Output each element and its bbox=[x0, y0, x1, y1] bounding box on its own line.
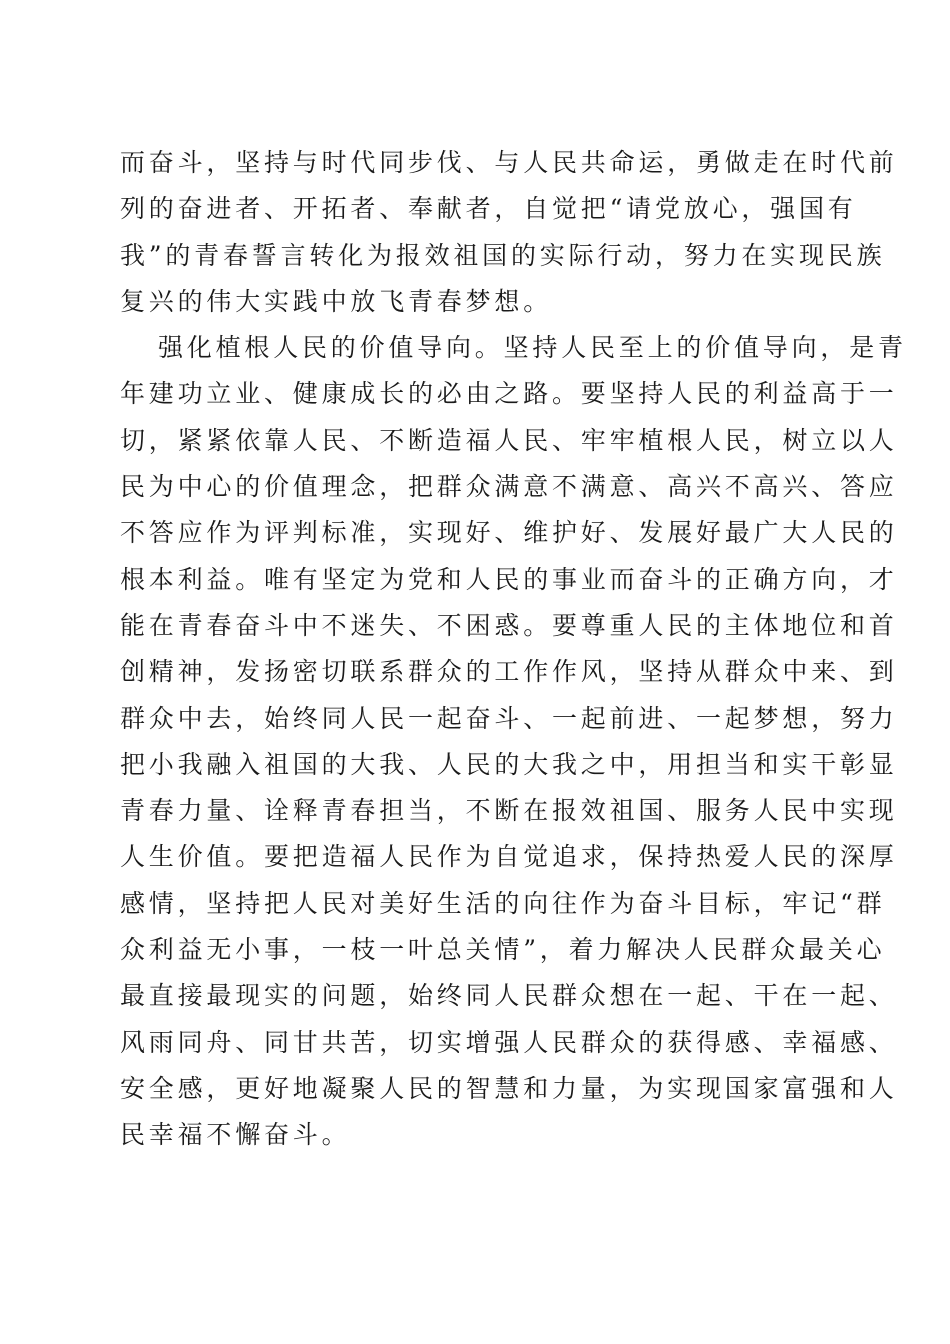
text-line: 而奋斗，坚持与时代同步伐、与人民共命运，勇做走在时代前 bbox=[120, 148, 898, 177]
text-line: 列的奋进者、开拓者、奉献者，自觉把“请党放心，强国有 bbox=[120, 194, 857, 224]
text-line: 感情，坚持把人民对美好生活的向往作为奋斗目标，牢记“群 bbox=[120, 888, 886, 918]
text-line: 切，紧紧依靠人民、不断造福人民、牢牢植根人民，树立以人 bbox=[120, 425, 898, 455]
text-line: 最直接最现实的问题，始终同人民群众想在一起、干在一起、 bbox=[120, 981, 898, 1011]
text-line: 把小我融入祖国的大我、人民的大我之中，用担当和实干彰显 bbox=[120, 749, 898, 779]
text-line: 复兴的伟大实践中放飞青春梦想。 bbox=[120, 286, 553, 316]
text-line: 民为中心的价值理念，把群众满意不满意、高兴不高兴、答应 bbox=[120, 472, 898, 502]
text-line: 众利益无小事，一枝一叶总关情”，着力解决人民群众最关心 bbox=[120, 935, 886, 965]
text-line: 安全感，更好地凝聚人民的智慧和力量，为实现国家富强和人 bbox=[120, 1073, 898, 1103]
body-text bbox=[120, 140, 907, 1159]
text-line: 青春力量、诠释青春担当，不断在报效祖国、服务人民中实现 bbox=[120, 796, 898, 826]
text-line: 不答应作为评判标准，实现好、维护好、发展好最广大人民的 bbox=[120, 518, 898, 548]
text-line: 人生价值。要把造福人民作为自觉追求，保持热爱人民的深厚 bbox=[120, 842, 898, 872]
text-line: 群众中去，始终同人民一起奋斗、一起前进、一起梦想，努力 bbox=[120, 703, 898, 733]
text-line: 创精神，发扬密切联系群众的工作作风，坚持从群众中来、到 bbox=[120, 657, 898, 687]
paragraph-heading-line: 强化植根人民的价值导向。坚持人民至上的价值导向，是青 bbox=[158, 333, 907, 363]
text-line: 民幸福不懈奋斗。 bbox=[120, 1120, 351, 1150]
text-line: 我”的青春誓言转化为报效祖国的实际行动，努力在实现民族 bbox=[120, 240, 886, 270]
text-line: 年建功立业、健康成长的必由之路。要坚持人民的利益高于一 bbox=[120, 379, 898, 409]
text-line: 能在青春奋斗中不迷失、不困惑。要尊重人民的主体地位和首 bbox=[120, 610, 898, 640]
text-line: 风雨同舟、同甘共苦，切实增强人民群众的获得感、幸福感、 bbox=[120, 1027, 898, 1057]
text-line: 根本利益。唯有坚定为党和人民的事业而奋斗的正确方向，才 bbox=[120, 564, 898, 594]
